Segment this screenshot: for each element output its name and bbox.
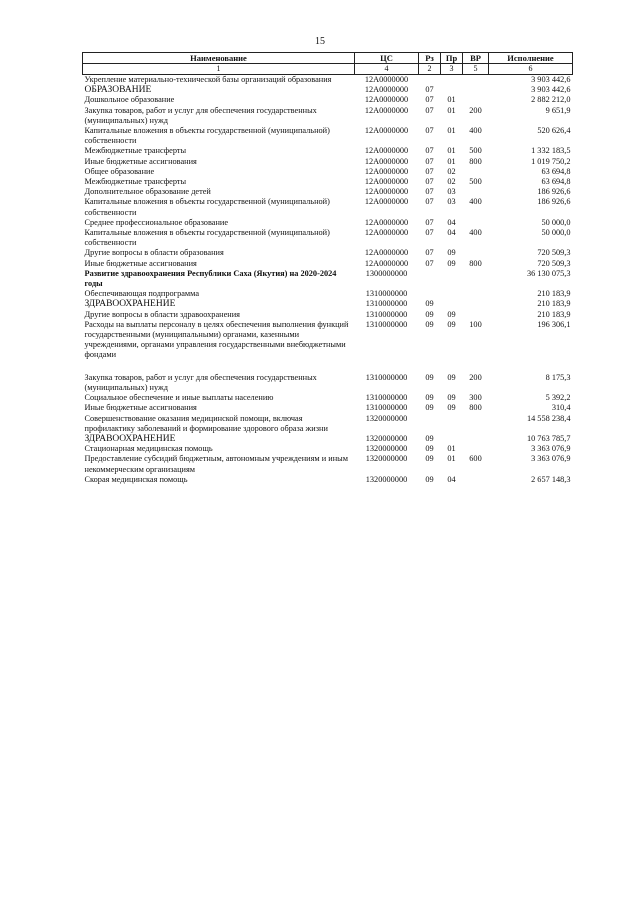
cell-vr — [463, 444, 489, 454]
table-row — [83, 434, 573, 444]
cell-cs: 12А0000000 — [364, 146, 409, 156]
cell-name: ЗДРАВООХРАНЕНИЕ — [84, 299, 176, 310]
cell-cs: 12А0000000 — [364, 217, 409, 227]
cell-vr: 300 — [469, 393, 482, 403]
cell-cs: 1320000000 — [365, 474, 408, 484]
cell-pr: 01 — [447, 146, 456, 156]
cell-cs: 12А0000000 — [364, 105, 409, 115]
colnum-cs: 4 — [355, 64, 419, 75]
cell-rz: 09 — [425, 299, 434, 309]
cell-amt: 720 509,3 — [537, 248, 571, 258]
header-vr: ВР — [463, 53, 489, 64]
table-row — [83, 414, 573, 434]
cell-rz: 07 — [425, 166, 434, 176]
table-body — [83, 75, 573, 485]
table-row — [83, 75, 573, 86]
cell-name: ОБРАЗОВАНИЕ — [84, 85, 152, 96]
cell-vr — [463, 310, 489, 320]
colnum-rz: 2 — [419, 64, 441, 75]
cell-rz: 09 — [425, 372, 434, 382]
header-pr: Пр — [441, 53, 463, 64]
cell-vr — [463, 85, 489, 95]
cell-name: Иные бюджетные ассигнования — [84, 258, 197, 268]
cell-cs: 1310000000 — [365, 403, 408, 413]
cell-vr: 200 — [469, 105, 482, 115]
table-row — [83, 106, 573, 126]
table-row — [83, 299, 573, 309]
cell-vr: 600 — [469, 454, 482, 464]
table-row — [83, 197, 573, 217]
table-row — [83, 403, 573, 413]
cell-pr — [441, 434, 463, 444]
table-row — [83, 228, 573, 248]
cell-vr — [463, 414, 489, 434]
cell-vr — [463, 299, 489, 309]
cell-amt: 50 000,0 — [541, 217, 571, 227]
table-row — [83, 85, 573, 95]
cell-name: Дошкольное образование — [84, 95, 175, 105]
cell-name: Капитальные вложения в объекты государственной (муниципальной) собственности — [84, 197, 330, 217]
cell-amt: 2 657 148,3 — [531, 474, 571, 484]
cell-rz: 09 — [425, 433, 434, 443]
cell-cs: 12А0000000 — [364, 197, 409, 207]
cell-cs: 12А0000000 — [364, 177, 409, 187]
cell-pr: 03 — [447, 197, 456, 207]
cell-rz: 07 — [425, 217, 434, 227]
table-row — [83, 157, 573, 167]
table-row — [83, 289, 573, 299]
cell-pr: 09 — [447, 319, 456, 329]
cell-name: Совершенствование оказания медицинской помощи, включая профилактику заболеваний и формирование здорового образа жизни — [84, 413, 328, 433]
cell-vr: 400 — [469, 197, 482, 207]
cell-amt: 14 558 238,4 — [526, 413, 571, 423]
table-row — [83, 259, 573, 269]
cell-name: Дополнительное образование детей — [84, 187, 211, 197]
cell-vr: 800 — [469, 156, 482, 166]
cell-cs: 1320000000 — [365, 454, 408, 464]
cell-pr: 09 — [447, 403, 456, 413]
cell-cs: 12А0000000 — [364, 258, 409, 268]
cell-rz — [419, 75, 441, 86]
cell-name: Закупка товаров, работ и услуг для обеспечения государственных (муниципальных) нужд — [84, 372, 317, 392]
page-number: 15 — [315, 36, 325, 47]
cell-pr: 09 — [447, 258, 456, 268]
cell-name: Общее образование — [84, 166, 155, 176]
cell-vr — [463, 289, 489, 299]
column-number-row — [83, 64, 573, 75]
table-row — [83, 444, 573, 454]
header-name: Наименование — [83, 53, 355, 64]
table-row — [83, 167, 573, 177]
cell-name: Другие вопросы в области здравоохранения — [84, 309, 240, 319]
cell-pr: 01 — [447, 126, 456, 136]
cell-vr: 400 — [469, 228, 482, 238]
cell-amt: 520 626,4 — [537, 126, 571, 136]
cell-amt: 36 130 075,3 — [526, 268, 571, 278]
cell-cs: 12А0000000 — [364, 85, 409, 95]
cell-amt: 3 903 442,6 — [531, 75, 571, 84]
cell-pr: 04 — [447, 474, 456, 484]
cell-cs: 1300000000 — [365, 268, 408, 278]
cell-cs: 12А0000000 — [364, 156, 409, 166]
cell-name: Предоставление субсидий бюджетным, автономным учреждениям и иным некоммерческим организациям — [84, 454, 348, 474]
cell-cs: 1310000000 — [365, 289, 408, 299]
cell-cs: 12А0000000 — [364, 95, 409, 105]
cell-rz: 07 — [425, 105, 434, 115]
cell-amt: 63 694,8 — [541, 166, 571, 176]
cell-pr: 03 — [447, 187, 456, 197]
cell-pr: 01 — [447, 444, 456, 454]
cell-rz: 07 — [425, 156, 434, 166]
cell-cs: 1310000000 — [365, 299, 408, 309]
table-row — [83, 187, 573, 197]
cell-pr: 01 — [447, 95, 456, 105]
table-row — [83, 475, 573, 485]
cell-amt: 196 306,1 — [537, 319, 571, 329]
cell-amt: 210 183,9 — [537, 299, 571, 309]
cell-rz: 09 — [425, 403, 434, 413]
cell-cs: 1320000000 — [365, 413, 408, 423]
budget-table — [82, 52, 573, 485]
table-row — [83, 393, 573, 403]
header-amount: Исполнение — [489, 53, 573, 64]
cell-cs: 1320000000 — [365, 444, 408, 454]
cell-rz: 07 — [425, 258, 434, 268]
cell-vr — [463, 475, 489, 485]
table-row — [83, 269, 573, 289]
table-row — [83, 177, 573, 187]
cell-name: Обеспечивающая подпрограмма — [84, 289, 200, 299]
cell-vr: 800 — [469, 258, 482, 268]
cell-rz: 07 — [425, 95, 434, 105]
cell-name: Укрепление материально-технической базы организаций образования — [84, 75, 332, 84]
table-row — [83, 454, 573, 474]
cell-vr: 800 — [469, 403, 482, 413]
header-row — [83, 53, 573, 64]
cell-rz: 07 — [425, 146, 434, 156]
cell-rz: 07 — [425, 177, 434, 187]
cell-vr — [463, 95, 489, 105]
cell-pr — [441, 414, 463, 434]
cell-pr — [441, 85, 463, 95]
cell-name: Другие вопросы в области образования — [84, 248, 224, 258]
cell-name: Иные бюджетные ассигнования — [84, 403, 197, 413]
cell-cs: 12А0000000 — [364, 248, 409, 258]
header-cs: ЦС — [355, 53, 419, 64]
cell-name: Иные бюджетные ассигнования — [84, 156, 197, 166]
table-row — [83, 320, 573, 373]
cell-amt: 1 019 750,2 — [531, 156, 571, 166]
cell-name: Закупка товаров, работ и услуг для обеспечения государственных (муниципальных) нужд — [84, 105, 317, 125]
cell-pr: 01 — [447, 105, 456, 115]
cell-pr — [441, 75, 463, 86]
cell-rz — [419, 414, 441, 434]
cell-cs: 12А0000000 — [364, 126, 409, 136]
cell-pr: 01 — [447, 454, 456, 464]
cell-pr — [441, 299, 463, 309]
cell-rz: 09 — [425, 454, 434, 464]
cell-amt: 8 175,3 — [545, 372, 571, 382]
cell-name: Скорая медицинская помощь — [84, 474, 188, 484]
colnum-pr: 3 — [441, 64, 463, 75]
cell-pr: 02 — [447, 177, 456, 187]
cell-amt: 63 694,8 — [541, 177, 571, 187]
cell-vr — [463, 167, 489, 177]
header-rz: Рз — [419, 53, 441, 64]
cell-rz: 07 — [425, 85, 434, 95]
colnum-vr: 5 — [463, 64, 489, 75]
cell-name: Капитальные вложения в объекты государственной (муниципальной) собственности — [84, 228, 330, 248]
cell-cs: 1310000000 — [365, 319, 408, 329]
cell-rz — [419, 289, 441, 299]
cell-rz: 09 — [425, 474, 434, 484]
cell-pr: 09 — [447, 372, 456, 382]
cell-vr — [463, 248, 489, 258]
cell-pr: 04 — [447, 217, 456, 227]
cell-vr — [463, 218, 489, 228]
table-row — [83, 310, 573, 320]
cell-name: Стационарная медицинская помощь — [84, 444, 213, 454]
cell-amt: 310,4 — [551, 403, 571, 413]
table-row — [83, 218, 573, 228]
cell-cs: 12А0000000 — [364, 166, 409, 176]
cell-amt: 186 926,6 — [537, 187, 571, 197]
cell-vr: 400 — [469, 126, 482, 136]
cell-rz — [419, 269, 441, 289]
cell-cs: 1320000000 — [365, 433, 408, 443]
cell-pr — [441, 269, 463, 289]
cell-name: Социальное обеспечение и иные выплаты населению — [84, 393, 274, 403]
cell-rz: 07 — [425, 197, 434, 207]
colnum-name: 1 — [83, 64, 355, 75]
cell-cs: 1310000000 — [365, 372, 408, 382]
cell-vr: 200 — [469, 372, 482, 382]
cell-vr: 100 — [469, 319, 482, 329]
cell-vr — [463, 434, 489, 444]
cell-rz: 07 — [425, 248, 434, 258]
cell-cs: 12А0000000 — [364, 228, 409, 238]
cell-amt: 720 509,3 — [537, 258, 571, 268]
cell-amt: 2 882 212,0 — [531, 95, 571, 105]
cell-cs: 12А0000000 — [364, 75, 409, 84]
cell-rz: 07 — [425, 228, 434, 238]
cell-pr: 09 — [447, 309, 456, 319]
table-row — [83, 146, 573, 156]
cell-name: Капитальные вложения в объекты государственной (муниципальной) собственности — [84, 126, 330, 146]
cell-rz: 07 — [425, 187, 434, 197]
table-header — [83, 53, 573, 75]
cell-amt: 210 183,9 — [537, 309, 571, 319]
cell-amt: 5 392,2 — [545, 393, 571, 403]
table-row — [83, 373, 573, 393]
cell-cs: 1310000000 — [365, 309, 408, 319]
cell-vr — [463, 187, 489, 197]
cell-cs: 1310000000 — [365, 393, 408, 403]
cell-amt: 3 363 076,9 — [531, 444, 571, 454]
cell-amt: 50 000,0 — [541, 228, 571, 238]
cell-amt: 1 332 183,5 — [531, 146, 571, 156]
cell-cs: 12А0000000 — [364, 187, 409, 197]
cell-rz: 09 — [425, 309, 434, 319]
table-row — [83, 248, 573, 258]
cell-pr: 09 — [447, 393, 456, 403]
cell-amt: 9 651,9 — [545, 105, 571, 115]
cell-pr: 09 — [447, 248, 456, 258]
cell-name: Расходы на выплаты персоналу в целях обеспечения выполнения функций государственными (муниципальными) органами, казенными учреждениями, органами управления государственными внебюджетными фондами — [84, 319, 349, 360]
cell-pr: 02 — [447, 166, 456, 176]
cell-vr: 500 — [469, 146, 482, 156]
cell-vr — [463, 75, 489, 86]
cell-name: Развитие здравоохранения Республики Саха (Якутия) на 2020-2024 годы — [84, 268, 337, 289]
cell-pr: 04 — [447, 228, 456, 238]
cell-amt: 3 903 442,6 — [531, 85, 571, 95]
cell-vr — [463, 269, 489, 289]
cell-amt: 10 763 785,7 — [526, 433, 571, 443]
cell-name: ЗДРАВООХРАНЕНИЕ — [84, 433, 176, 444]
cell-pr — [441, 289, 463, 299]
cell-amt: 210 183,9 — [537, 289, 571, 299]
cell-name: Среднее профессиональное образование — [84, 217, 229, 227]
cell-name: Межбюджетные трансферты — [84, 177, 187, 187]
cell-rz: 09 — [425, 393, 434, 403]
cell-rz: 07 — [425, 126, 434, 136]
cell-rz: 09 — [425, 444, 434, 454]
cell-amt: 186 926,6 — [537, 197, 571, 207]
cell-vr: 500 — [469, 177, 482, 187]
table-row — [83, 95, 573, 105]
cell-pr: 01 — [447, 156, 456, 166]
table-row — [83, 126, 573, 146]
cell-name: Межбюджетные трансферты — [84, 146, 187, 156]
colnum-amount: 6 — [489, 64, 573, 75]
cell-rz: 09 — [425, 319, 434, 329]
cell-amt: 3 363 076,9 — [531, 454, 571, 464]
